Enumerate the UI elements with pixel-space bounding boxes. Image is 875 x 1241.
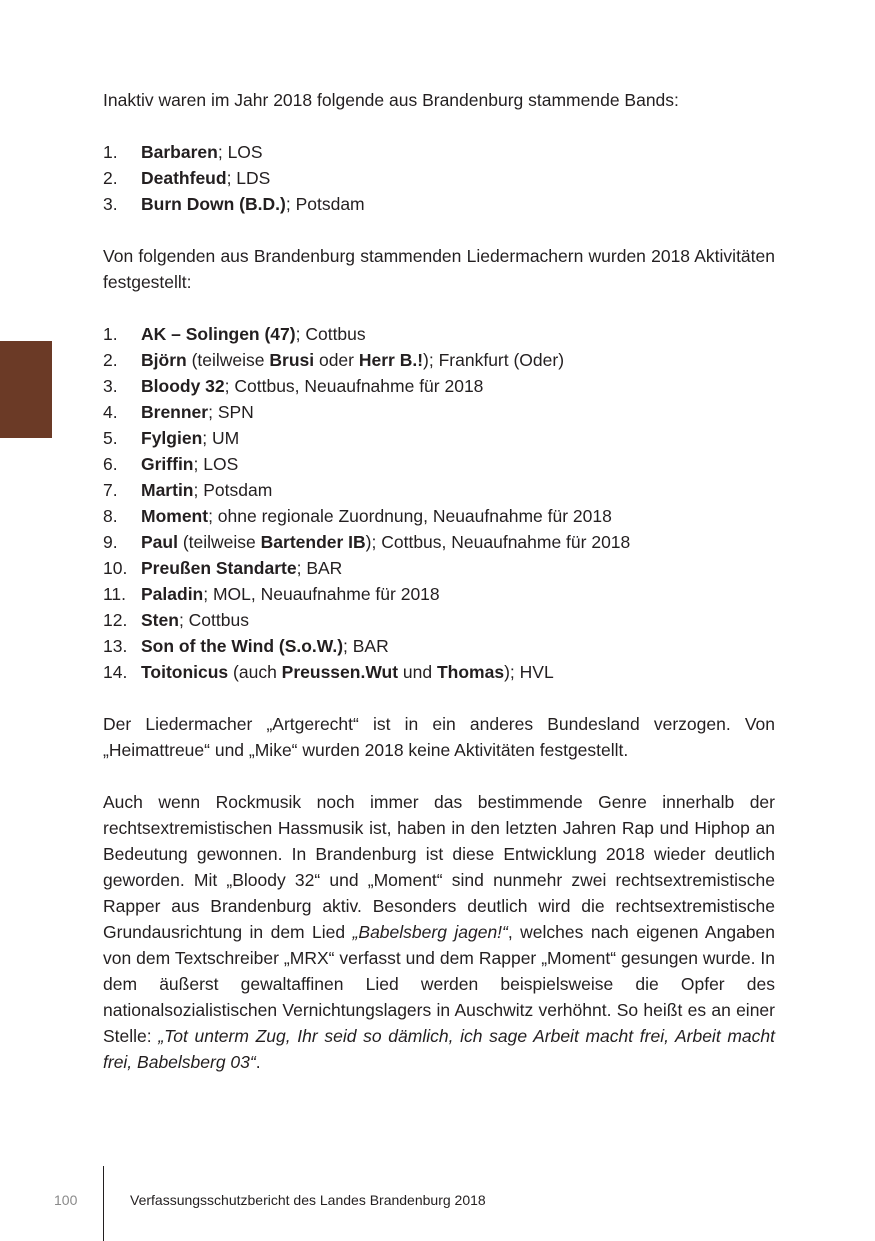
list-item: 11. Paladin; MOL, Neuaufnahme für 2018: [103, 584, 440, 604]
list-item: 13. Son of the Wind (S.o.W.); BAR: [103, 636, 389, 656]
page-number: 100: [54, 1192, 78, 1208]
footer-divider: [103, 1166, 104, 1241]
band-name: Burn Down (B.D.): [141, 194, 286, 214]
singer-name: Preußen Standarte: [141, 558, 297, 578]
band-name: Barbaren: [141, 142, 218, 162]
singer-name: Toitonicus: [141, 662, 229, 682]
singer-alias: Brusi: [269, 350, 315, 370]
bands-intro: Inaktiv waren im Jahr 2018 folgende aus Brandenburg stammende Bands:: [103, 90, 679, 110]
singer-name: Björn: [141, 350, 187, 370]
singer-alias: Preussen.Wut: [281, 662, 399, 682]
lyric-quote: „Tot unterm Zug, Ihr seid so dämlich, ich sage Arbeit macht frei, Arbeit macht frei, Babelsberg 03“: [103, 1026, 776, 1072]
list-item: 10. Preußen Standarte; BAR: [103, 558, 343, 578]
footer-title: Verfassungsschutzbericht des Landes Brandenburg 2018: [130, 1192, 486, 1208]
list-item: 12. Sten; Cottbus: [103, 610, 249, 630]
singers-intro: Von folgenden aus Brandenburg stammenden Liedermachern wurden 2018 Aktivitäten festgestellt:: [103, 246, 775, 292]
singer-name: Fylgien: [141, 428, 203, 448]
singer-alias: Herr B.!: [358, 350, 424, 370]
singer-name: Paul: [141, 532, 178, 552]
list-item: 5. Fylgien; UM: [103, 428, 240, 448]
list-item: 3. Burn Down (B.D.); Potsdam: [103, 194, 365, 214]
singer-name: Paladin: [141, 584, 204, 604]
singer-name: Moment: [141, 506, 209, 526]
list-item: 7. Martin; Potsdam: [103, 480, 273, 500]
singer-name: Brenner: [141, 402, 209, 422]
list-item: 2. Björn (teilweise Brusi oder Herr B.!); Frankfurt (Oder): [103, 350, 565, 370]
singers-list: [103, 321, 775, 685]
song-title: „Babelsberg jagen!“: [352, 922, 508, 942]
list-item: 1. AK – Solingen (47); Cottbus: [103, 324, 366, 344]
band-name: Deathfeud: [141, 168, 227, 188]
inactive-bands-list: [103, 139, 775, 217]
list-item: 6. Griffin; LOS: [103, 454, 239, 474]
singer-name: Bloody 32: [141, 376, 225, 396]
list-item: 3. Bloody 32; Cottbus, Neuaufnahme für 2018: [103, 376, 484, 396]
singer-name: Son of the Wind (S.o.W.): [141, 636, 344, 656]
list-item: 9. Paul (teilweise Bartender IB); Cottbus, Neuaufnahme für 2018: [103, 532, 631, 552]
page-body: [103, 87, 775, 1075]
paragraph-moved: Der Liedermacher „Artgerecht“ ist in ein anderes Bundesland verzogen. Von „Heimattreue“ und „Mike“ wurden 2018 keine Aktivitäten festgestellt.: [103, 714, 775, 760]
singer-name: Sten: [141, 610, 179, 630]
singer-name: AK – Solingen (47): [141, 324, 296, 344]
paragraph-rap: Auch wenn Rockmusik noch immer das bestimmende Genre innerhalb der rechtsextremistischen Hassmusik ist, haben in den letzten Jahren Rap und Hiphop an Bedeutung gewonnen. In Brandenburg ist diese Entwicklung 2018 wieder deutlich geworden. Mit „Bloody 32“ und „Moment“ sind nunmehr zwei rechtsextremistische Rapper aus Brandenburg aktiv. Besonders deutlich wird die rechtsextremistische Grundausrichtung in dem Lied „Babelsberg jagen!“, welches nach eigenen Angaben von dem Textschreiber „MRX“ verfasst und dem Rapper „Moment“ gesungen wurde. In dem äußerst gewaltaffinen Lied werden beispielsweise die Opfer des nationalsozialistischen Vernichtungslagers in Auschwitz verhöhnt. So heißt es an einer Stelle: „Tot unterm Zug, Ihr seid so dämlich, ich sage Arbeit macht frei, Arbeit macht frei, Babelsberg 03“.: [103, 792, 776, 1072]
list-item: 2. Deathfeud; LDS: [103, 168, 271, 188]
singer-name: Griffin: [141, 454, 194, 474]
list-item: 8. Moment; ohne regionale Zuordnung, Neuaufnahme für 2018: [103, 506, 612, 526]
singer-alias: Bartender IB: [260, 532, 366, 552]
list-item: 4. Brenner; SPN: [103, 402, 254, 422]
singer-alias: Thomas: [436, 662, 505, 682]
list-item: 14. Toitonicus (auch Preussen.Wut und Thomas); HVL: [103, 662, 554, 682]
chapter-marker-tab: [0, 341, 52, 438]
list-item: 1. Barbaren; LOS: [103, 142, 263, 162]
singer-name: Martin: [141, 480, 194, 500]
